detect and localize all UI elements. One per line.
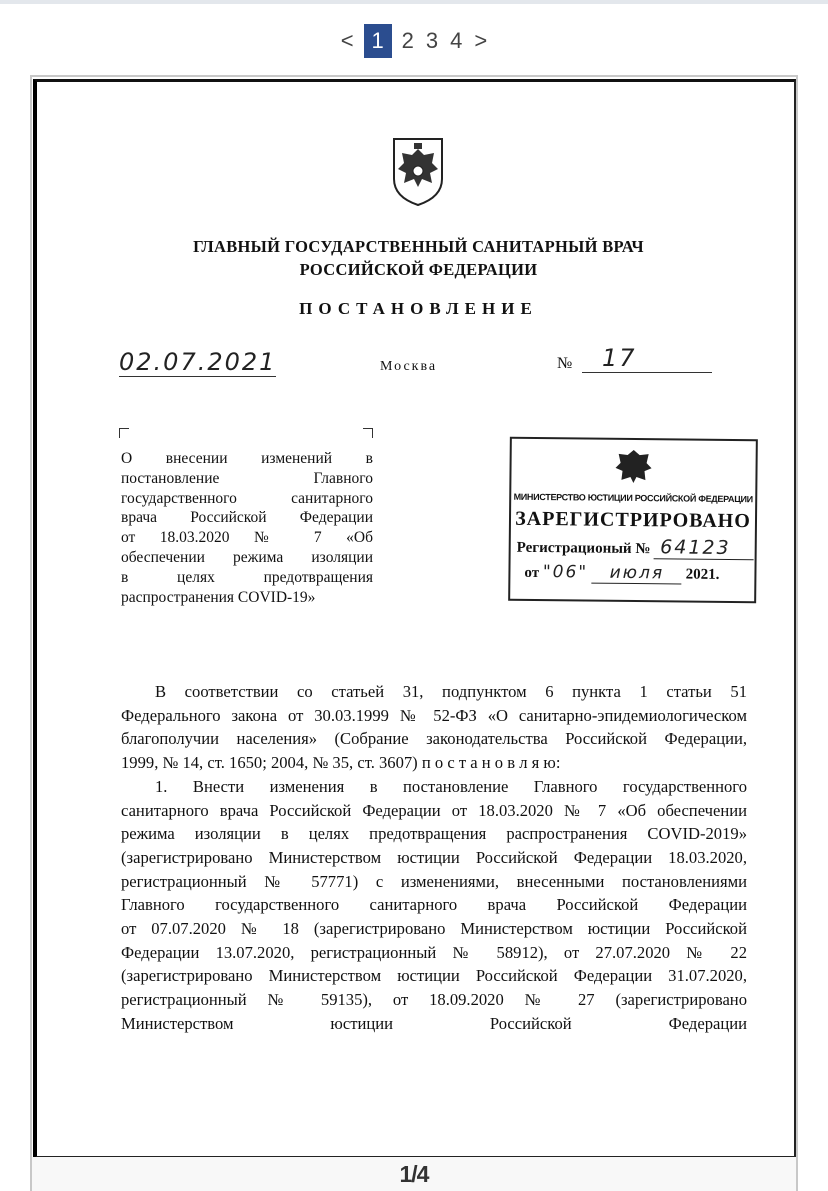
page-button-3[interactable]: 3 [425, 28, 439, 53]
body-line: 1. Внести изменения в постановление Главного государственного [155, 776, 747, 796]
body-line: 1999, № 14, ст. 1650; 2004, № 35, ст. 3607) п о с т а н о в л я ю: [121, 753, 561, 773]
page-button-4[interactable]: 4 [450, 28, 463, 53]
body-line: (зарегистрировано Министерством юстиции Российской Федерации 18.03.2020, [121, 847, 747, 867]
prev-page-button[interactable]: < [340, 28, 354, 53]
body-line: благополучии населения» (Собрание законодательства Российской Федерации, [121, 729, 747, 749]
page-button-2[interactable]: 2 [401, 28, 414, 53]
body-line: санитарного врача Российской Федерации от 18.03.2020 № 7 «Об обеспечении [121, 800, 747, 820]
subject-line: постановление Главного [121, 469, 373, 487]
document-city: Москва [380, 359, 438, 374]
subject-line: государственного санитарного [121, 489, 373, 507]
stamp-year: 2021. [685, 566, 720, 583]
body-line: режима изоляции в целях предотвращения распространения COVID-2019» [121, 824, 747, 844]
body-line: (зарегистрировано Министерством юстиции Российской Федерации 31.07.2020, [121, 966, 747, 986]
top-bar [0, 0, 828, 4]
subject-line: распространения COVID-19» [121, 588, 316, 606]
document-subject [121, 449, 373, 607]
stamp-reg-number: 64123 [654, 536, 754, 560]
number-label: № [557, 355, 573, 372]
subject-line: от 18.03.2020 № 7 «Об [121, 529, 373, 547]
stamp-ministry: МИНИСТЕРСТВО ЮСТИЦИИ РОССИЙСКОЙ ФЕДЕРАЦИИ [513, 491, 753, 505]
issuer-title-line1: ГЛАВНЫЙ ГОСУДАРСТВЕННЫЙ САНИТАРНЫЙ ВРАЧ [193, 237, 644, 256]
document-page [33, 79, 796, 1159]
body-line: Главного государственного санитарного врача Российской Федерации [121, 895, 747, 915]
body-line: Федерации 13.07.2020, регистрационный № 58912), от 27.07.2020 № 22 [121, 942, 747, 962]
document-number: 17 [582, 344, 712, 373]
document-type: ПОСТАНОВЛЕНИЕ [299, 299, 538, 318]
stamp-day: "06" [542, 562, 589, 583]
corner-mark [363, 428, 373, 438]
subject-line: в целях предотвращения [121, 568, 373, 586]
stamp-month: июля [592, 563, 682, 585]
document-viewer [30, 75, 798, 1191]
document-body [121, 680, 747, 1036]
subject-line: врача Российской Федерации [121, 509, 373, 527]
body-line: регистрационный № 59135), от 18.09.2020 № 27 (зарегистрировано [121, 990, 747, 1010]
registration-stamp [508, 437, 758, 604]
issuer-title-line2: РОССИЙСКОЙ ФЕДЕРАЦИИ [299, 260, 538, 279]
body-line: В соответствии со статьей 31, подпунктом 6 пункта 1 статьи 51 [155, 682, 747, 701]
body-line: от 07.07.2020 № 18 (зарегистрировано Министерством юстиции Российской [121, 919, 747, 939]
next-page-button[interactable]: > [474, 28, 488, 53]
stamp-status: ЗАРЕГИСТРИРОВАНО [515, 507, 751, 533]
stamp-reg-label: Регистрационый № [516, 539, 651, 558]
body-line: регистрационный № 57771) с изменениями, внесенными постановлениями [121, 871, 747, 891]
page-indicator: 1/4 [32, 1157, 796, 1191]
body-line: Федерального закона от 30.03.1999 № 52-ФЗ «О санитарно-эпидемиологическом [121, 705, 747, 725]
page-button-1[interactable]: 1 [364, 24, 392, 58]
pagination [0, 24, 828, 58]
body-line: Министерством юстиции Российской Федерации [121, 1013, 747, 1033]
stamp-from-label: от [524, 564, 540, 582]
stamp-emblem-icon [613, 446, 653, 486]
document-date: 02.07.2021 [119, 348, 277, 376]
subject-line: обеспечении режима изоляции [121, 548, 373, 566]
subject-line: О внесении изменений в [121, 450, 373, 467]
coat-of-arms-icon [390, 135, 446, 207]
corner-mark [119, 428, 129, 438]
